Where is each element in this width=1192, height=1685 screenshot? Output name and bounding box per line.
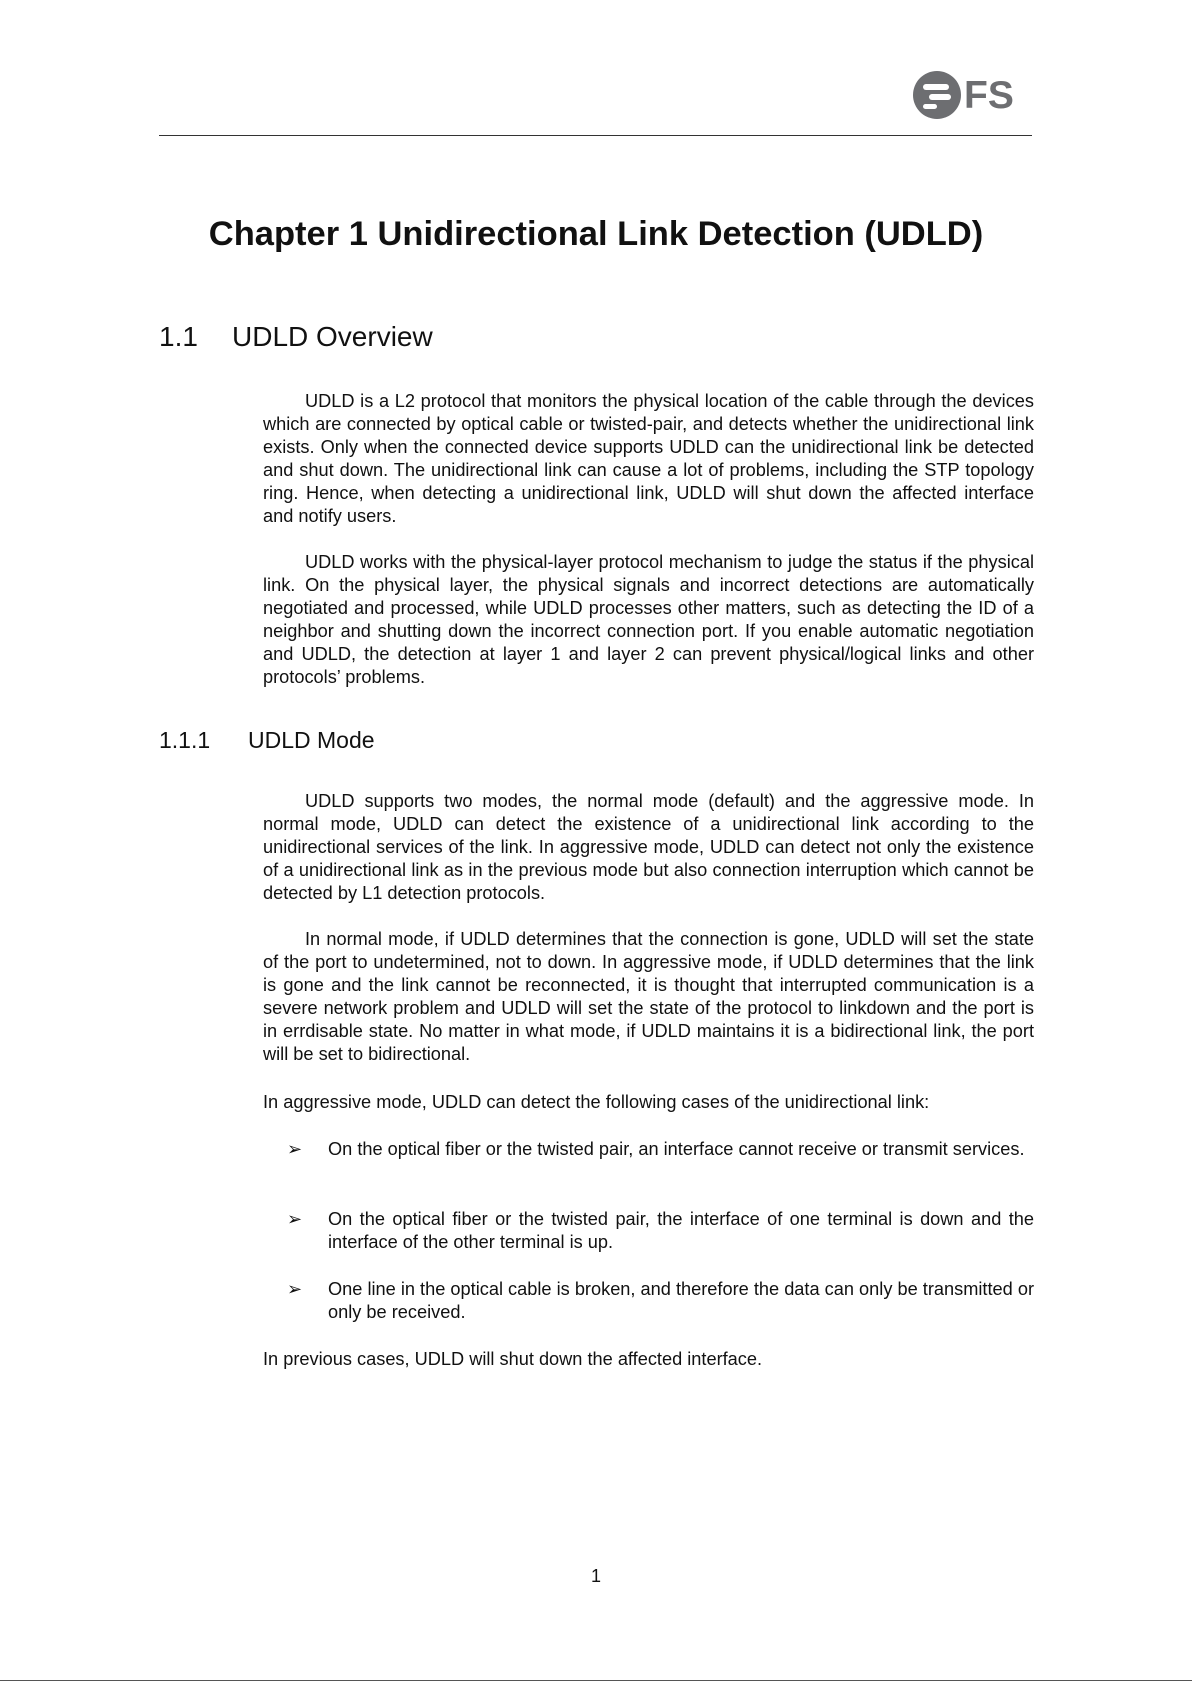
list-item bbox=[263, 1138, 1034, 1161]
section-heading bbox=[159, 321, 433, 353]
section-title: UDLD Overview bbox=[232, 321, 433, 352]
mode-paragraph-1: UDLD supports two modes, the normal mode (default) and the aggressive mode. In normal mode, UDLD can detect the existence of a unidirectional link according to the unidirectional services of the link. In aggressive mode, UDLD can detect not only the existence of a unidirectional link as in the previous mode but also connection interruption which cannot be detected by L1 detection protocols. bbox=[263, 791, 1034, 903]
arrow-bullet-icon: ➢ bbox=[287, 1279, 303, 1299]
fs-logo bbox=[912, 70, 1014, 120]
arrow-bullet-icon: ➢ bbox=[287, 1139, 303, 1159]
fs-logo-text: FS bbox=[964, 73, 1014, 117]
list-item-text: One line in the optical cable is broken, and therefore the data can only be transmitted or only be received. bbox=[328, 1279, 1034, 1322]
list-item bbox=[263, 1278, 1034, 1324]
subsection-title: UDLD Mode bbox=[248, 727, 375, 753]
overview-paragraph-1: UDLD is a L2 protocol that monitors the physical location of the cable through the devices which are connected by optical cable or twisted-pair, and detects whether the unidirectional link exists. Only when the connected device supports UDLD can the unidirectional link be detected and shut down. The unidirectional link can cause a lot of problems, including the STP topology ring. Hence, when detecting a unidirectional link, UDLD will shut down the affected interface and notify users. bbox=[263, 391, 1034, 526]
list-item bbox=[263, 1208, 1034, 1254]
overview-paragraph-2: UDLD works with the physical-layer protocol mechanism to judge the status if the physical link. On the physical layer, the physical signals and incorrect detections are automatically negotiated and processed, while UDLD processes other matters, such as detecting the ID of a neighbor and shutting down the incorrect connection port. If you enable automatic negotiation and UDLD, the detection at layer 1 and layer 2 can prevent physical/logical links and other protocols’ problems. bbox=[263, 552, 1034, 687]
list-item-text: On the optical fiber or the twisted pair, the interface of one terminal is down and the interface of the other terminal is up. bbox=[328, 1209, 1034, 1252]
arrow-bullet-icon: ➢ bbox=[287, 1209, 303, 1229]
section-number: 1.1 bbox=[159, 321, 198, 352]
page-bottom-edge bbox=[0, 1680, 1192, 1681]
header-divider bbox=[159, 135, 1032, 136]
page-number: 1 bbox=[590, 1566, 601, 1586]
aggressive-intro: In aggressive mode, UDLD can detect the following cases of the unidirectional link: bbox=[263, 1092, 930, 1112]
fs-logo-mark-icon bbox=[912, 70, 962, 120]
mode-paragraph-2: In normal mode, if UDLD determines that the connection is gone, UDLD will set the state of the port to undetermined, not to down. In aggressive mode, if UDLD determines that the link is gone and the link cannot be reconnected, it is thought that interrupted communication is a severe network problem and UDLD will set the state of the protocol to linkdown and the port is in errdisable state. No matter in what mode, if UDLD maintains it is a bidirectional link, the port will be set to bidirectional. bbox=[263, 929, 1034, 1064]
chapter-title: Chapter 1 Unidirectional Link Detection (UDLD) bbox=[208, 215, 984, 253]
closing-paragraph: In previous cases, UDLD will shut down the affected interface. bbox=[263, 1349, 763, 1369]
subsection-heading bbox=[159, 727, 375, 754]
subsection-number: 1.1.1 bbox=[159, 727, 211, 753]
list-item-text: On the optical fiber or the twisted pair, an interface cannot receive or transmit services. bbox=[328, 1139, 1025, 1159]
